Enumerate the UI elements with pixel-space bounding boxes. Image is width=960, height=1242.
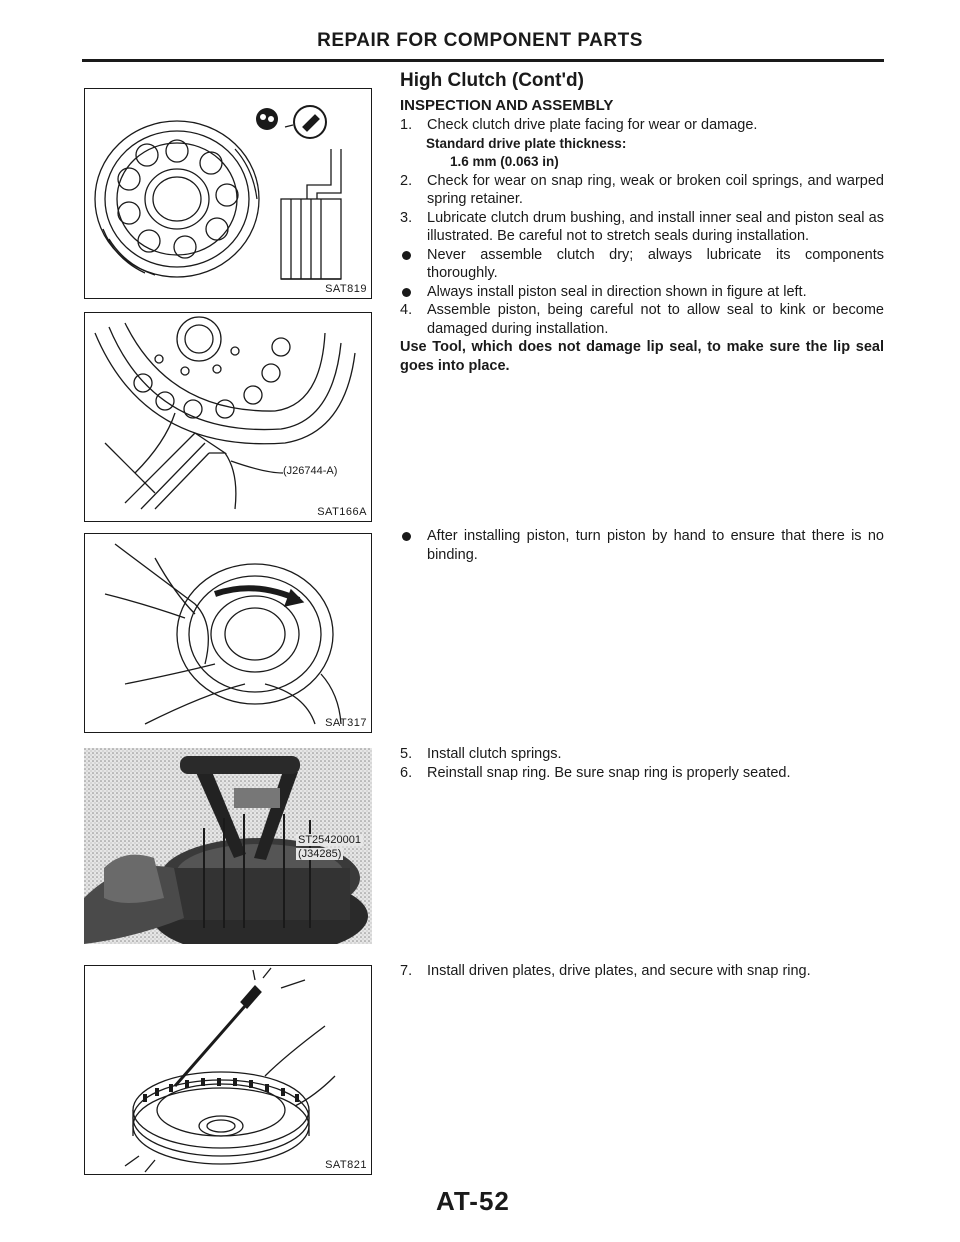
step-number: 2. xyxy=(400,172,413,189)
step-text: Reinstall snap ring. Be sure snap ring is properly seated. xyxy=(427,764,791,781)
step-4 xyxy=(400,301,884,338)
figure-code: SAT317 xyxy=(325,717,367,729)
step-1 xyxy=(400,116,884,135)
seal-tool-illustration xyxy=(85,313,372,522)
bullet-text: After installing piston, turn piston by hand to ensure that there is no binding. xyxy=(427,528,884,563)
step-3 xyxy=(400,209,884,246)
figure-code: SAT166A xyxy=(317,506,367,518)
step-text: Lubricate clutch drum bushing, and install inner seal and piston seal as illustrated. Be careful not to stretch seals during installation. xyxy=(427,209,884,244)
section-title: High Clutch (Cont'd) xyxy=(400,70,584,91)
turn-piston-illustration xyxy=(85,534,372,733)
step-text: Check clutch drive plate facing for wear or damage. xyxy=(427,117,758,133)
bullet-item xyxy=(400,283,884,302)
clutch-drum-seal-illustration xyxy=(85,89,372,299)
spec-value: 1.6 mm (0.063 in) xyxy=(450,154,559,169)
photo-snap-ring xyxy=(84,748,372,944)
tool-number-label: ST25420001 xyxy=(298,834,361,846)
snap-ring-photo xyxy=(84,748,372,944)
tool-number-label: (J26744-A) xyxy=(283,465,338,477)
step-number: 7. xyxy=(400,963,413,979)
step-number: 1. xyxy=(400,117,413,133)
step-number: 6. xyxy=(400,764,413,781)
step-text: Install clutch springs. xyxy=(427,746,562,762)
inspection-text-block-1 xyxy=(400,70,884,375)
inspection-text-block-4 xyxy=(400,962,884,981)
page-header-title: REPAIR FOR COMPONENT PARTS xyxy=(317,30,643,51)
step-2 xyxy=(400,172,884,209)
plates-snap-ring-illustration xyxy=(85,966,372,1175)
step-number: 3. xyxy=(400,209,413,226)
bullet-item xyxy=(400,246,884,283)
tool-number-label: (J34285) xyxy=(298,848,342,860)
step-5 xyxy=(400,745,884,764)
inspection-text-block-2 xyxy=(400,527,884,564)
step-text: Install driven plates, drive plates, and secure with snap ring. xyxy=(427,963,811,979)
step-7 xyxy=(400,962,884,981)
bullet-icon xyxy=(402,288,411,297)
step-text: Assemble piston, being careful not to allow seal to kink or become damaged during installation. xyxy=(427,302,884,337)
step-number: 4. xyxy=(400,302,413,318)
figure-sat166a xyxy=(84,312,372,522)
bullet-icon xyxy=(402,251,411,260)
bullet-text: Always install piston seal in direction shown in figure at left. xyxy=(427,283,807,300)
step-6 xyxy=(400,764,884,783)
bullet-item xyxy=(400,527,884,564)
figure-sat819 xyxy=(84,88,372,299)
page-number: AT-52 xyxy=(436,1186,510,1216)
bullet-text: Never assemble clutch dry; always lubricate its components thoroughly. xyxy=(427,246,884,281)
step-number: 5. xyxy=(400,746,413,762)
spec-label: Standard drive plate thickness: xyxy=(426,135,627,151)
tool-note: Use Tool, which does not damage lip seal, to make sure the lip seal goes into place. xyxy=(400,339,884,374)
subsection-title: INSPECTION AND ASSEMBLY xyxy=(400,97,614,114)
figure-code: SAT819 xyxy=(325,283,367,295)
header-rule xyxy=(82,59,884,62)
bullet-icon xyxy=(402,532,411,541)
figure-sat821 xyxy=(84,965,372,1175)
figure-code: SAT821 xyxy=(325,1159,367,1171)
figure-sat317 xyxy=(84,533,372,733)
inspection-text-block-3 xyxy=(400,745,884,782)
step-text: Check for wear on snap ring, weak or broken coil springs, and warped spring retainer. xyxy=(427,172,884,207)
lubricant-icon xyxy=(256,108,278,130)
